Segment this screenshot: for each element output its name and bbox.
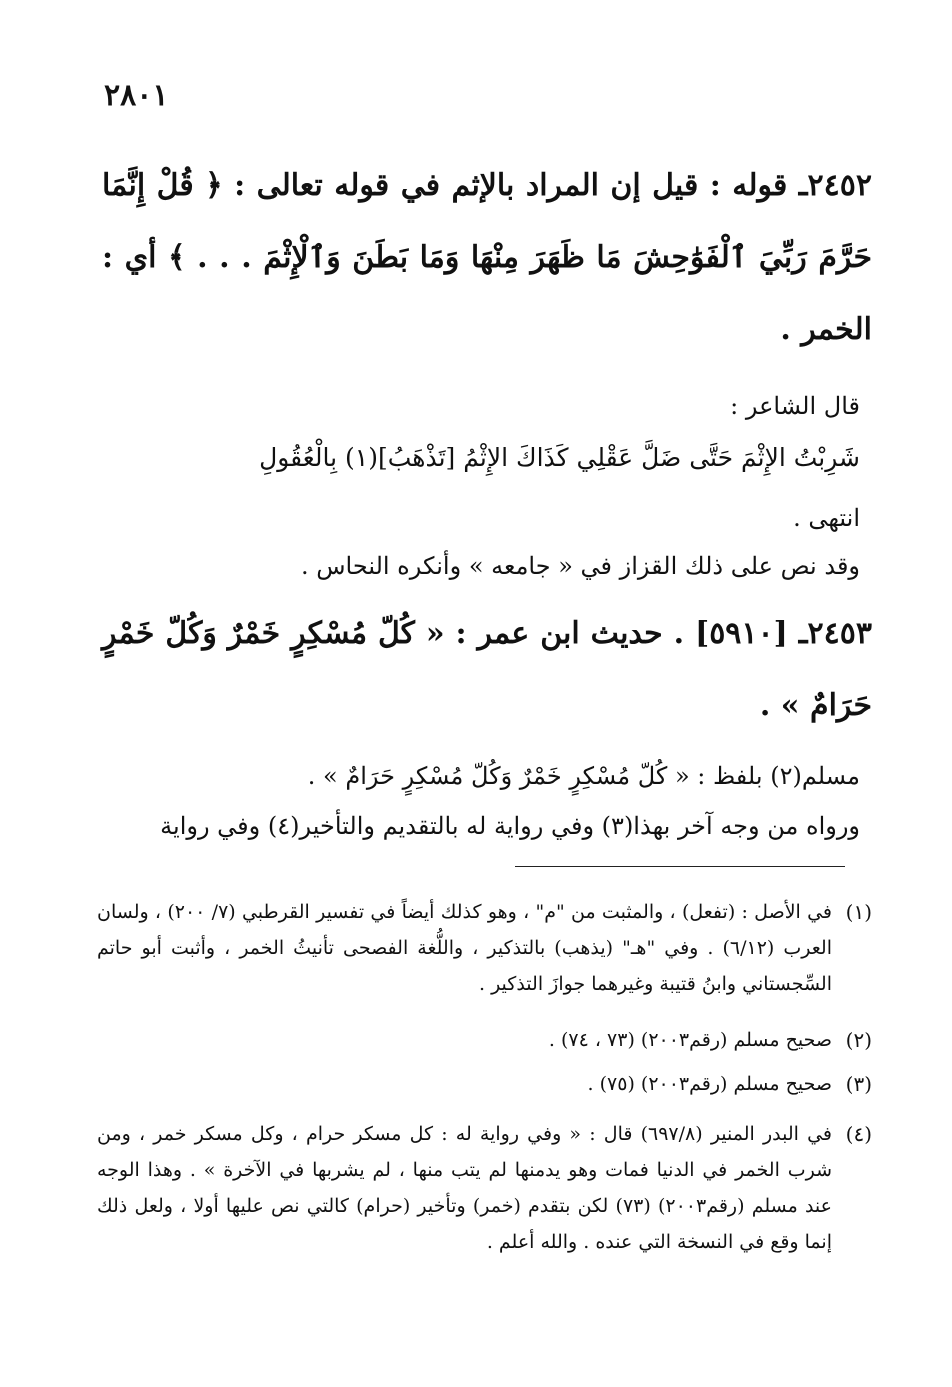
- end-note: انتهى .: [793, 504, 860, 532]
- poem-verse: شَرِبْتُ الإِثْمَ حَتَّى ضَلَّ عَقْلِي كَذَاكَ الإِثْمُ [تَذْهَبُ](١) بِالْعُقُولِ: [259, 443, 860, 472]
- footnote-number: (٣): [845, 1072, 872, 1096]
- entry-2453-heading: ٢٤٥٣ـ [٥٩١٠] . حديث ابن عمر : « كُلّ مُسْكِرٍ خَمْرٌ وَكُلّ خَمْرٍ حَرَامٌ » .: [102, 616, 872, 723]
- footnote-text: في البدر المنير (٦٩٧/٨) قال : « وفي رواية له : كل مسكر حرام ، وكل مسكر خمر ، ومن شرب الخمر في الدنيا فمات وهو يدمنها لم يتب منها ، لم يشربها في الآخرة » . وهذا الوجه عند مسلم (رقم٢٠٠٣) (٧٣) لكن بتقدم (خمر) وتأخير (حرام) كالتي نص عليها أولا ، ولعل ذلك إنما وقع في النسخة التي عنده . والله أعلم .: [97, 1123, 833, 1253]
- footnote-separator: [515, 866, 845, 867]
- footnote-number: (٤): [845, 1122, 872, 1146]
- rawah-line: ورواه من وجه آخر بهذا(٣) وفي رواية له بالتقديم والتأخير(٤) وفي رواية: [160, 812, 860, 840]
- qazzaz-note: وقد نص على ذلك القزاز في « جامعه » وأنكره النحاس .: [300, 552, 860, 580]
- entry-2452-heading: ٢٤٥٢ـ قوله : قيل إن المراد بالإثم في قوله تعالى : ﴿ قُلْ إِنَّمَا حَرَّمَ رَبِّيَ ٱلْفَوَٰحِشَ مَا ظَهَرَ مِنْهَا وَمَا بَطَنَ وَٱلْإِثْمَ . . . ﴾ أي : الخمر .: [102, 168, 872, 347]
- footnote-2: [97, 1022, 872, 1058]
- footnote-3: [97, 1066, 872, 1102]
- footnote-text: صحيح مسلم (رقم٢٠٠٣) (٧٥) .: [587, 1073, 832, 1095]
- poet-intro: قال الشاعر :: [730, 392, 860, 420]
- footnote-number: (٢): [845, 1028, 872, 1052]
- footnote-1: [97, 894, 872, 1002]
- page-number: ٢٨٠١: [104, 78, 169, 113]
- muslim-line: مسلم(٢) بلفظ : « كُلّ مُسْكِرٍ خَمْرٌ وَكُلّ مُسْكِرٍ حَرَامٌ » .: [307, 762, 860, 790]
- footnote-text: صحيح مسلم (رقم٢٠٠٣) (٧٣ ، ٧٤) .: [548, 1029, 832, 1051]
- footnote-number: (١): [845, 900, 872, 924]
- footnote-4: [97, 1116, 872, 1260]
- footnote-text: في الأصل : (تفعل) ، والمثبت من "م" ، وهو كذلك أيضاً في تفسير القرطبي (٧/ ٢٠٠) ، ولسان العرب (٦/١٢) . وفي "هـ" (يذهب) بالتذكير ، واللُّغة الفصحى تأنيثُ الخمر ، وأثبت أبو حاتم السِّجستاني وابنُ قتيبة وغيرهما جوازَ التذكير .: [97, 901, 833, 995]
